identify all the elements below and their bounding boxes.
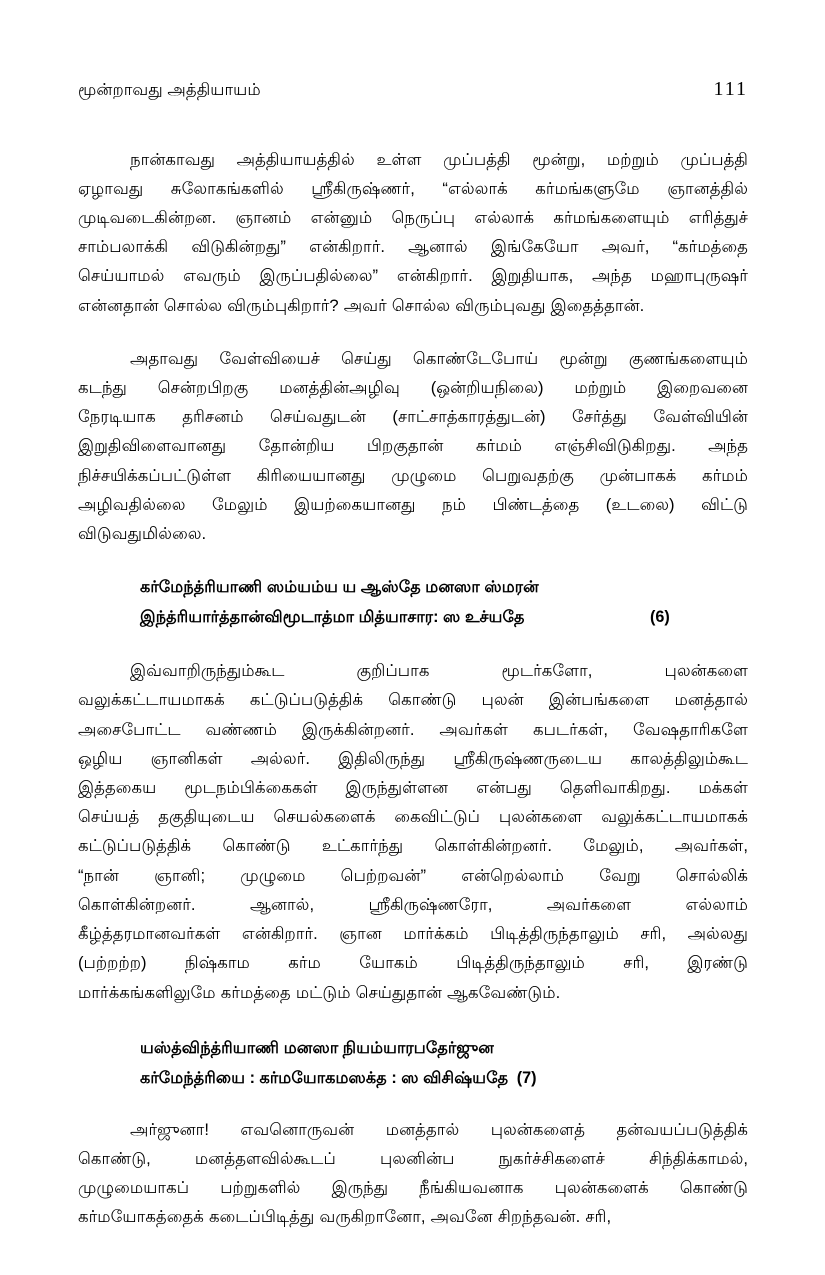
body-paragraph-2 <box>78 344 748 548</box>
paragraph-line: அசைபோட்ட வண்ணம் இருக்கின்றனர். அவர்கள் கபடர்கள், வேஷதாரிகளே <box>78 719 748 739</box>
sloka-line-text: கர்மேந்த்ரியை : கர்மயோகமஸக்த : ஸ விசிஷ்யதே <box>140 1068 509 1087</box>
paragraph-line: முடிவடைகின்றன. ஞானம் என்னும் நெருப்பு எல்லாக் கர்மங்களையும் எரித்துச் <box>78 208 748 228</box>
paragraph-line: கொள்கின்றனர். ஆனால், ஸ்ரீகிருஷ்ணரோ, அவர்களை எல்லாம் <box>78 894 748 914</box>
body-paragraph-4 <box>78 1115 748 1232</box>
paragraph-line: மார்க்கங்களிலுமே கர்மத்தை மட்டும் செய்துதான் ஆகவேண்டும். <box>78 982 561 1002</box>
sloka-line <box>140 1063 748 1093</box>
paragraph-line: கீழ்த்தரமானவர்கள் என்கிறார். ஞான மார்க்கம் பிடித்திருந்தாலும் சரி, அல்லது <box>78 924 748 944</box>
sloka-line-text: யஸ்த்விந்த்ரியாணி மனஸா நியம்யாரபதேர்ஜுன <box>140 1038 494 1057</box>
paragraph-line: இவ்வாறிருந்தும்கூட குறிப்பாக மூடர்களோ, புலன்களை <box>130 661 748 681</box>
body-paragraph-1 <box>78 145 748 320</box>
paragraph-line: கொண்டு, மனத்தளவில்கூடப் புலனின்ப நுகர்ச்சிகளைச் சிந்திக்காமல், <box>78 1148 748 1168</box>
sloka-line <box>140 572 748 602</box>
paragraph-line: (பற்றற்ற) நிஷ்காம கர்ம யோகம் பிடித்திருந்தாலும் சரி, இரண்டு <box>78 953 748 973</box>
paragraph-line: செய்யத் தகுதியுடைய செயல்களைக் கைவிட்டுப் புலன்களை வலுக்கட்டாயமாகக் <box>78 807 748 827</box>
paragraph-line: நான்காவது அத்தியாயத்தில் உள்ள முப்பத்தி மூன்று, மற்றும் முப்பத்தி <box>130 149 748 169</box>
paragraph-line: நிச்சயிக்கப்பட்டுள்ள கிரியையானது முழுமை பெறுவதற்கு முன்பாகக் கர்மம் <box>78 465 748 485</box>
paragraph-line: என்னதான் சொல்ல விரும்புகிறார்? அவர் சொல்ல விரும்புவது இதைத்தான். <box>78 295 645 315</box>
sloka-line-text: கர்மேந்த்ரியாணி ஸம்யம்ய ய ஆஸ்தே மனஸா ஸ்மரன் <box>140 578 539 597</box>
sloka-number: (7) <box>516 1068 537 1087</box>
paragraph-line: அழிவதில்லை மேலும் இயற்கையானது நம் பிண்டத்தை (உடலை) விட்டு <box>78 494 748 514</box>
paragraph-line: கர்மயோகத்தைக் கடைப்பிடித்து வருகிறானோ, அவனே சிறந்தவன். சரி, <box>78 1207 612 1227</box>
sloka-line-text: இந்த்ரியார்த்தான்விமூடாத்மா மித்யாசார: ஸ உச்யதே <box>140 608 525 627</box>
paragraph-line: கடந்து சென்றபிறகு மனத்தின்அழிவு (ஒன்றியநிலை) மற்றும் இறைவனை <box>78 378 748 398</box>
paragraph-line: வலுக்கட்டாயமாகக் கட்டுப்படுத்திக் கொண்டு புலன் இன்பங்களை மனத்தால் <box>78 690 748 710</box>
page-content-area <box>78 78 748 1232</box>
sloka-verse-7 <box>78 1033 748 1093</box>
paragraph-line: “நான் ஞானி; முழுமை பெற்றவன்” என்றெல்லாம் வேறு சொல்லிக் <box>78 865 748 885</box>
page-number: 111 <box>713 78 748 100</box>
paragraph-line: இறுதிவிளைவானது தோன்றிய பிறகுதான் கர்மம் எஞ்சிவிடுகிறது. அந்த <box>78 436 748 456</box>
paragraph-line: சாம்பலாக்கி விடுகின்றது” என்கிறார். ஆனால் இங்கேயோ அவர், “கர்மத்தை <box>78 237 748 257</box>
paragraph-line: ஒழிய ஞானிகள் அல்லர். இதிலிருந்து ஸ்ரீகிருஷ்ணருடைய காலத்திலும்கூட <box>78 748 748 768</box>
sloka-line <box>140 1033 748 1063</box>
running-head <box>78 78 748 101</box>
body-paragraph-3 <box>78 656 748 1006</box>
paragraph-line: முழுமையாகப் பற்றுகளில் இருந்து நீங்கியவனாக புலன்களைக் கொண்டு <box>78 1178 748 1198</box>
sloka-line <box>140 602 748 632</box>
running-head-chapter-title: மூன்றாவது அத்தியாயம் <box>78 81 261 99</box>
sloka-verse-6 <box>78 572 748 632</box>
sloka-number: (6) <box>650 608 670 627</box>
paragraph-line: விடுவதுமில்லை. <box>78 524 207 544</box>
paragraph-line: இத்தகைய மூடநம்பிக்கைகள் இருந்துள்ளன என்பது தெளிவாகிறது. மக்கள் <box>78 778 748 798</box>
paragraph-line: கட்டுப்படுத்திக் கொண்டு உட்கார்ந்து கொள்கின்றனர். மேலும், அவர்கள், <box>78 836 748 856</box>
paragraph-line: அதாவது வேள்வியைச் செய்து கொண்டேபோய் மூன்று குணங்களையும் <box>130 348 748 368</box>
paragraph-line: செய்யாமல் எவரும் இருப்பதில்லை” என்கிறார். இறுதியாக, அந்த மஹாபுருஷர் <box>78 266 748 286</box>
paragraph-line: அர்ஜுனா! எவனொருவன் மனத்தால் புலன்களைத் தன்வயப்படுத்திக் <box>130 1119 748 1139</box>
paragraph-line: ஏழாவது சுலோகங்களில் ஸ்ரீகிருஷ்ணர், “எல்லாக் கர்மங்களுமே ஞானத்தில் <box>78 178 748 198</box>
paragraph-line: நேரடியாக தரிசனம் செய்வதுடன் (சாட்சாத்காரத்துடன்) சேர்த்து வேள்வியின் <box>78 407 748 427</box>
